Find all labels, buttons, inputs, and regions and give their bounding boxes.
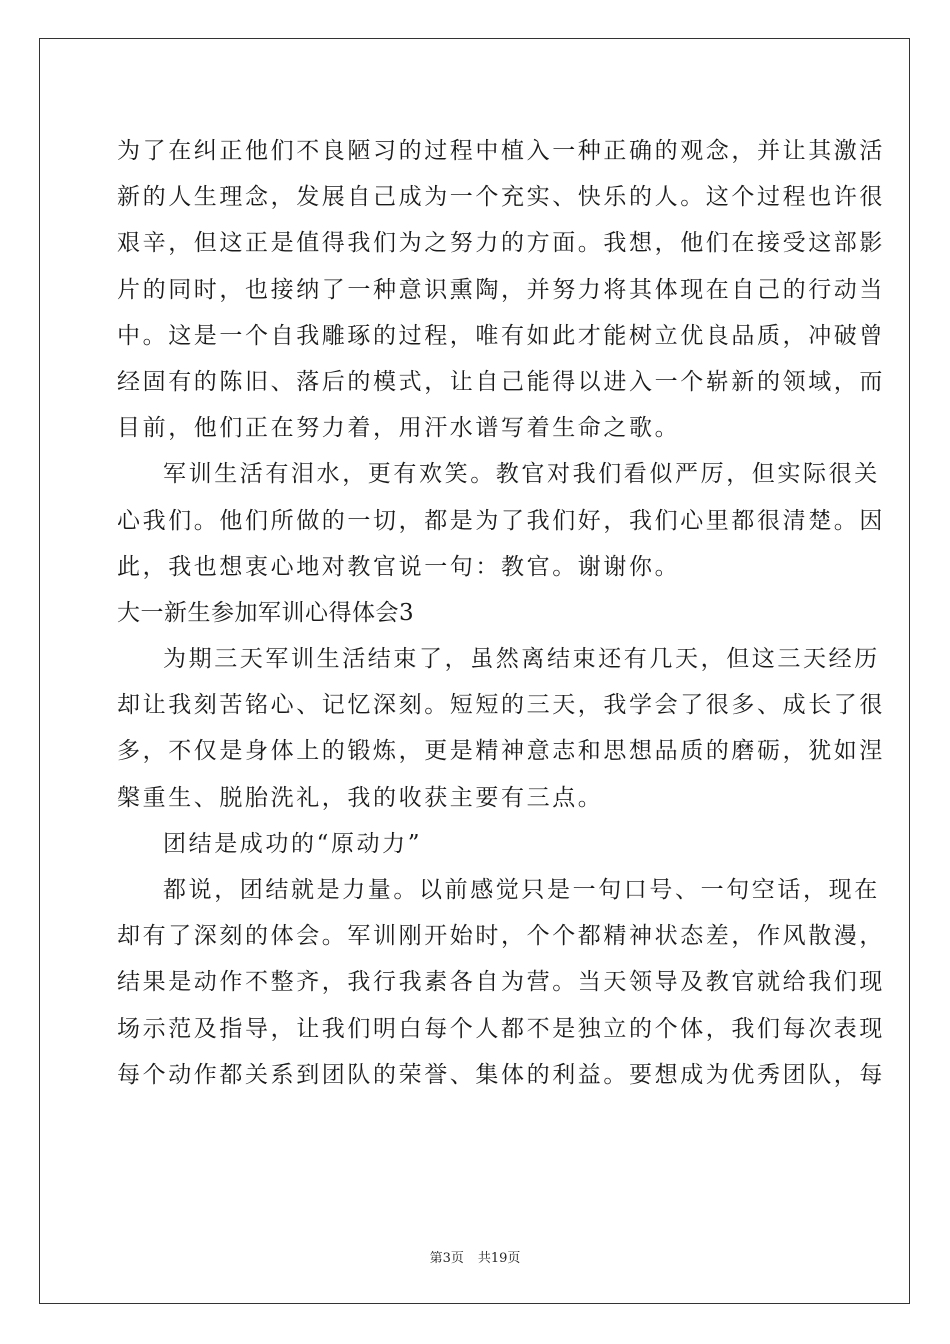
subheading: 团结是成功的“原动力” <box>163 830 423 857</box>
section-heading: 大一新生参加军训心得体会3 <box>117 599 415 626</box>
paragraph-first-line: 为期三天军训生活结束了，虽然离结束还有几天，但这三天经历 <box>163 646 880 673</box>
body-line: 新的人生理念，发展自己成为一个充实、快乐的人。这个过程也许很 <box>117 184 885 211</box>
body-line: 目前，他们正在努力着，用汗水谱写着生命之歌。 <box>117 415 681 442</box>
page-footer <box>0 1247 950 1266</box>
page-number: 第3页 <box>429 1251 464 1266</box>
body-line: 艰辛，但这正是值得我们为之努力的方面。我想，他们在接受这部影 <box>117 230 885 257</box>
body-line: 中。这是一个自我雕琢的过程，唯有如此才能树立优良品质，冲破曾 <box>117 322 885 349</box>
body-line: 心我们。他们所做的一切，都是为了我们好，我们心里都很清楚。因 <box>117 507 885 534</box>
paragraph-first-line: 都说，团结就是力量。以前感觉只是一句口号、一句空话，现在 <box>163 877 880 903</box>
body-line: 此，我也想衷心地对教官说一句：教官。谢谢你。 <box>117 553 681 580</box>
body-line: 经固有的陈旧、落后的模式，让自己能得以进入一个崭新的领域，而 <box>117 368 885 395</box>
total-pages: 共19页 <box>477 1251 521 1266</box>
body-line: 却让我刻苦铭心、记忆深刻。短短的三天，我学会了很多、成长了很 <box>117 692 885 719</box>
body-line: 每个动作都关系到团队的荣誉、集体的利益。要想成为优秀团队，每 <box>117 1061 885 1088</box>
body-line: 却有了深刻的体会。军训刚开始时，个个都精神状态差，作风散漫， <box>117 923 885 950</box>
body-line: 结果是动作不整齐，我行我素各自为营。当天领导及教官就给我们现 <box>117 969 885 996</box>
body-line: 槃重生、脱胎洗礼，我的收获主要有三点。 <box>117 784 604 811</box>
paragraph-first-line: 军训生活有泪水，更有欢笑。教官对我们看似严厉，但实际很关 <box>163 461 880 488</box>
document-body <box>117 128 885 1098</box>
body-line: 场示范及指导，让我们明白每个人都不是独立的个体，我们每次表现 <box>117 1015 885 1042</box>
body-line: 多，不仅是身体上的锻炼，更是精神意志和思想品质的磨砺，犹如涅 <box>117 738 885 765</box>
body-line: 片的同时，也接纳了一种意识熏陶，并努力将其体现在自己的行动当 <box>117 276 885 303</box>
body-line: 为了在纠正他们不良陋习的过程中植入一种正确的观念，并让其激活 <box>117 138 885 164</box>
